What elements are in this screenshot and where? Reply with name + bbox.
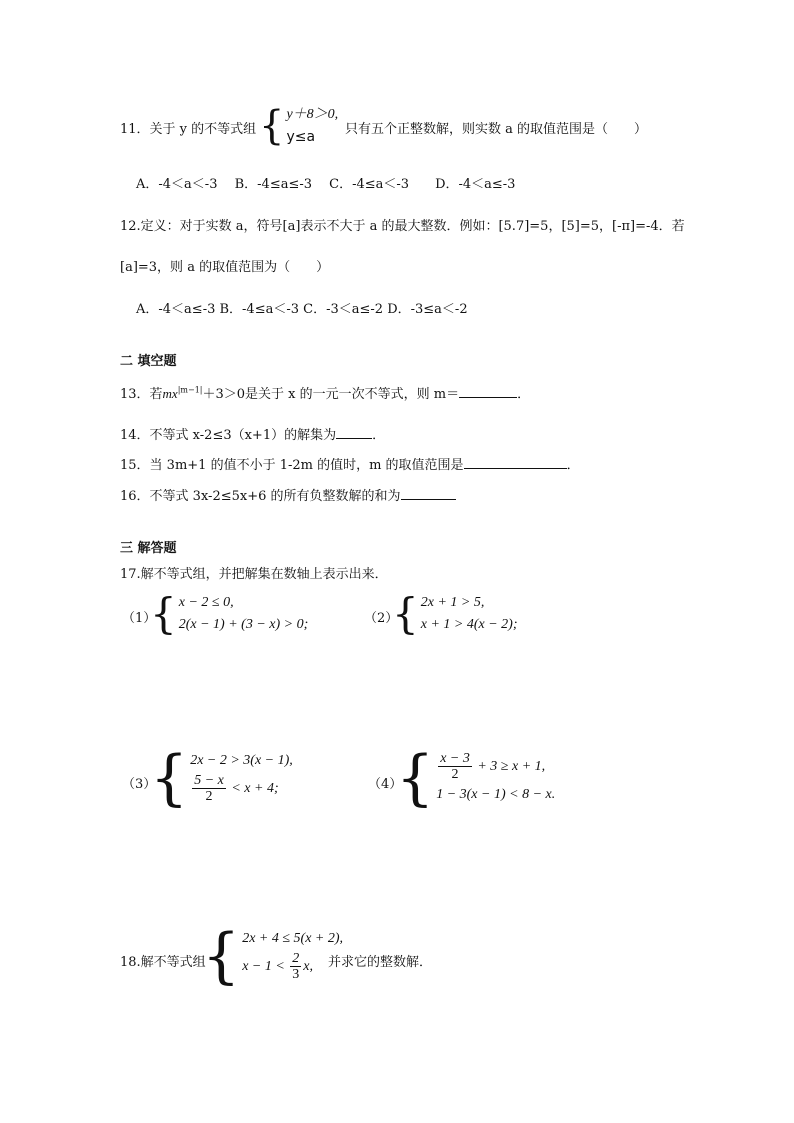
- section-title-fill-blank: 二 填空题: [120, 354, 177, 369]
- q18-line1: 2x + 4 ≤ 5(x + 2),: [242, 931, 344, 946]
- brace: {: [259, 103, 285, 149]
- q17-p1-system: [150, 589, 309, 638]
- fraction-numerator: x − 3: [440, 751, 470, 767]
- q16-text: 16．不等式 3x-2≤5x+6 的所有负整数解的和为: [120, 489, 401, 504]
- q18-line2-pre: x − 1 <: [242, 959, 285, 974]
- q17-p2-line1: 2x + 1 > 5,: [420, 595, 485, 610]
- q18-system: [202, 921, 344, 991]
- q12-options: A．-4＜a≤-3 B．-4≤a＜-3 C．-3＜a≤-2 D．-3≤a＜-2: [136, 302, 468, 317]
- q17-title: 17.解不等式组，并把解集在数轴上表示出来．: [120, 567, 388, 582]
- q13-expr-base: mx: [162, 386, 178, 401]
- fraction: [438, 751, 472, 782]
- q13-expr-rest: ＋3＞0: [202, 387, 246, 402]
- q11-system: [259, 104, 338, 148]
- q17-p3-line2: [190, 772, 293, 806]
- brace: {: [150, 743, 189, 813]
- q17-p4-rest: + 3 ≥ x + 1,: [477, 759, 546, 774]
- q13-answer-blank[interactable]: [459, 385, 517, 398]
- q11-options: A．-4＜a＜-3 B．-4≤a≤-3 C．-4≤a＜-3 D．-4＜a≤-3: [136, 177, 516, 192]
- fraction-numerator: 2: [292, 951, 300, 967]
- q12-line1: 12.定义：对于实数 a，符号[a]表示不大于 a 的最大整数．例如：[5.7]=5，[5]=5，[-π]=-4．若: [120, 219, 685, 234]
- q18-suffix: 并求它的整数解．: [328, 955, 433, 970]
- q14-end: ．: [372, 428, 386, 443]
- fraction-denominator: 2: [451, 767, 459, 783]
- section-title-solve: 三 解答题: [120, 541, 177, 556]
- q13: [120, 383, 530, 402]
- q11-line1: y＋8＞0,: [286, 107, 339, 122]
- q17-p3-rest: < x + 4;: [231, 781, 279, 796]
- brace: {: [396, 743, 435, 813]
- q13-expr-exp: |m−1|: [177, 385, 203, 395]
- q14-text: 14．不等式 x-2≤3（x+1）的解集为: [120, 428, 337, 443]
- q13-prefix: 13．若: [120, 387, 163, 402]
- q16-answer-blank[interactable]: [401, 487, 456, 500]
- q15: [120, 454, 580, 473]
- q17-p3-system: [150, 743, 293, 813]
- q11-suffix: 只有五个正整数解，则实数 a 的取值范围是（ ）: [345, 122, 648, 137]
- brace: {: [392, 589, 419, 638]
- q17-p3-label: （3）: [122, 777, 157, 792]
- fraction-denominator: 2: [205, 789, 213, 805]
- q17-p4-line2: 1 − 3(x − 1) < 8 − x.: [436, 787, 556, 802]
- fraction-denominator: 3: [292, 967, 300, 983]
- q14-answer-blank[interactable]: [336, 426, 372, 439]
- q17-p2-system: [392, 589, 518, 638]
- q13-end: ．: [517, 387, 531, 402]
- q18-line2-post: x,: [303, 959, 314, 974]
- q11-line2: y≤a: [286, 129, 316, 145]
- q17-p1-line1: x − 2 ≤ 0,: [178, 595, 234, 610]
- q16: [120, 485, 456, 504]
- q17-p4-line1: [436, 750, 555, 784]
- fraction-numerator: 5 − x: [194, 773, 224, 789]
- q17-p4-label: （4）: [368, 777, 403, 792]
- q15-end: ．: [566, 458, 580, 473]
- brace: {: [202, 921, 241, 991]
- fraction: [192, 773, 226, 804]
- q13-suffix: 是关于 x 的一元一次不等式，则 m＝: [245, 387, 460, 402]
- q15-text: 15．当 3m+1 的值不小于 1-2m 的值时，m 的取值范围是: [120, 458, 464, 473]
- q15-answer-blank[interactable]: [464, 456, 567, 469]
- q11-prefix: 11．关于 y 的不等式组: [120, 122, 257, 137]
- brace: {: [150, 589, 177, 638]
- q12-line2: [a]=3，则 a 的取值范围为（ ）: [120, 260, 330, 275]
- q17-p2-line2: x + 1 > 4(x − 2);: [420, 617, 518, 632]
- q17-p3-line1: 2x − 2 > 3(x − 1),: [190, 753, 293, 768]
- q17-p1-label: （1）: [122, 611, 157, 626]
- q17-p2-label: （2）: [364, 611, 399, 626]
- q14: [120, 424, 385, 443]
- q18-prefix: 18.解不等式组: [120, 955, 206, 970]
- fraction: [290, 951, 301, 982]
- q17-p1-line2: 2(x − 1) + (3 − x) > 0;: [178, 617, 309, 632]
- q17-p4-system: [396, 743, 556, 813]
